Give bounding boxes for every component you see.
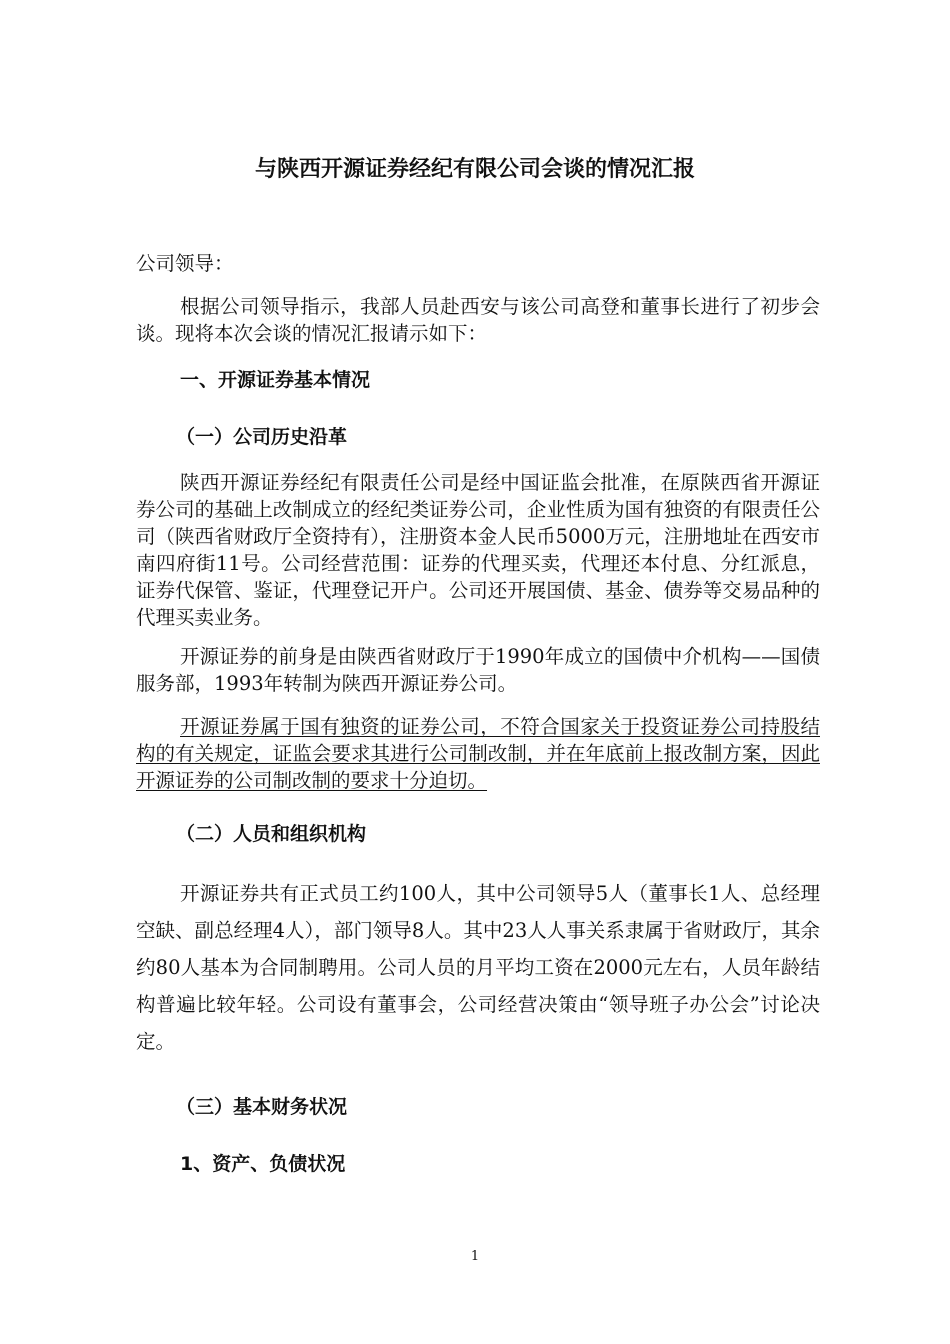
section-heading-basic-info: 一、开源证券基本情况	[180, 369, 371, 391]
page-number: 1	[470, 1249, 480, 1264]
restructuring-paragraph: 开源证券属于国有独资的证券公司，不符合国家关于投资证券公司持股结构的有关规定，证监会要求其进行公司制改制，并在年底前上报改制方案，因此开源证券的公司制改制的要求十分迫切。	[136, 715, 820, 792]
subsection-heading-finance: （三）基本财务状况	[176, 1096, 348, 1118]
history-paragraph: 陕西开源证券经纪有限责任公司是经中国证监会批准，在原陕西省开源证券公司的基础上改制成立的经纪类证券公司，企业性质为国有独资的有限责任公司（陕西省财政厅全资持有），注册资本金人民币5000万元，注册地址在西安市南四府街11号。公司经营范围：证券的代理买卖，代理还本付息、分红派息，证券代保管、鉴证，代理登记开户。公司还开展国债、基金、债券等交易品种的代理买卖业务。	[136, 471, 820, 629]
predecessor-paragraph: 开源证券的前身是由陕西省财政厅于1990年成立的国债中介机构——国债服务部，1993年转制为陕西开源证券公司。	[136, 645, 820, 695]
item-heading-assets-liabilities: 1、资产、负债状况	[180, 1153, 346, 1175]
subsection-heading-personnel: （二）人员和组织机构	[176, 823, 367, 845]
document-title: 与陕西开源证券经纪有限公司会谈的情况汇报	[254, 157, 695, 182]
salutation: 公司领导：	[136, 252, 234, 275]
subsection-heading-history: （一）公司历史沿革	[176, 426, 348, 448]
personnel-paragraph: 开源证券共有正式员工约100人，其中公司领导5人（董事长1人、总经理空缺、副总经理4人），部门领导8人。其中23人人事关系隶属于省财政厅，其余约80人基本为合同制聘用。公司人员的月平均工资在2000元左右，人员年龄结构普遍比较年轻。公司设有董事会，公司经营决策由“领导班子办公会”讨论决定。	[136, 882, 820, 1053]
intro-paragraph: 根据公司领导指示，我部人员赴西安与该公司高登和董事长进行了初步会谈。现将本次会谈的情况汇报请示如下：	[136, 295, 820, 345]
